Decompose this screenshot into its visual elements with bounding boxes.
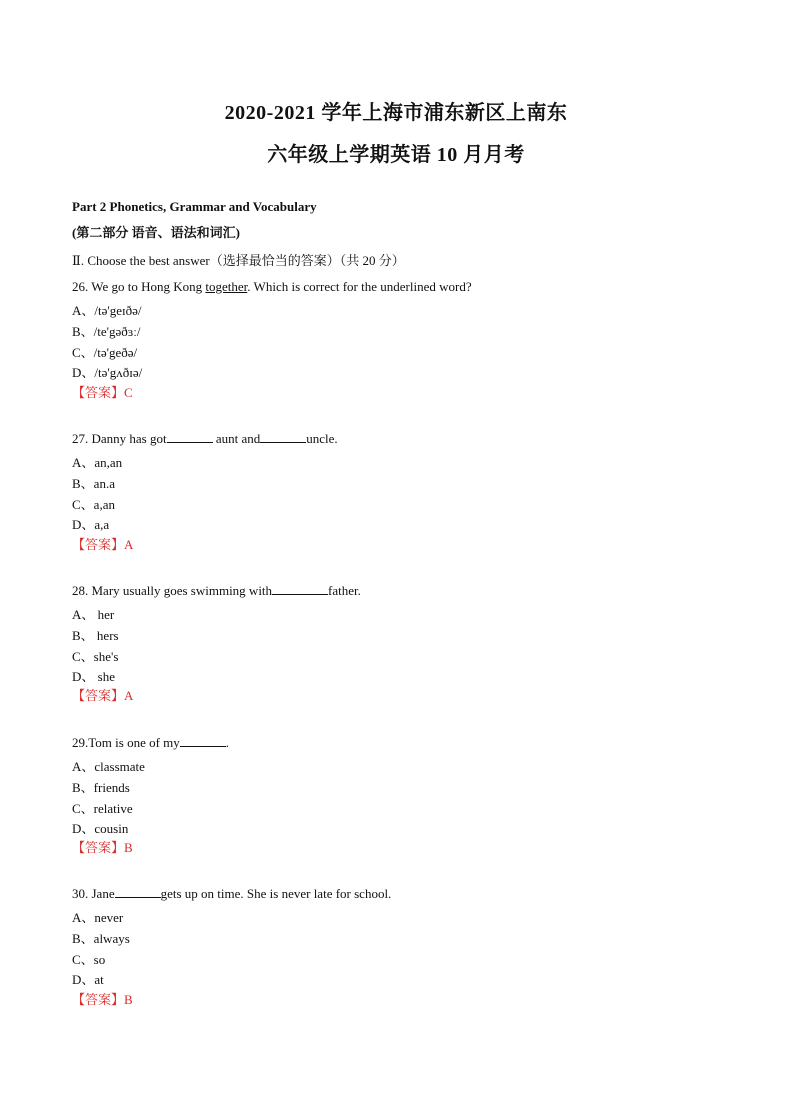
answer-26: 【答案】C — [72, 385, 133, 400]
question-stem-27 — [72, 431, 338, 447]
option-30-c: C、so — [72, 952, 106, 967]
option-28-a: A、 her — [72, 607, 115, 622]
part-heading-cn: (第二部分 语音、语法和词汇) — [72, 225, 240, 240]
question-stem-26 — [72, 279, 472, 295]
answer-blank — [115, 886, 161, 898]
answer-27: 【答案】A — [72, 537, 134, 552]
answer-blank — [180, 735, 226, 747]
stem-part: 27. Danny has got — [72, 431, 167, 446]
instruction-text: Ⅱ. Choose the best answer（选择最恰当的答案）（共 20 分） — [72, 253, 405, 268]
option-28-c: C、she's — [72, 649, 119, 664]
stem-part: 26. We go to Hong Kong — [72, 279, 206, 294]
stem-part: . — [225, 735, 230, 750]
option-30-d: D、at — [72, 972, 104, 987]
stem-part: . Which is correct for the underlined word? — [247, 279, 472, 294]
option-29-c: C、relative — [72, 801, 133, 816]
option-29-b: B、friends — [72, 780, 130, 795]
option-26-d: D、/tə'gʌðɪə/ — [72, 365, 143, 380]
underlined-word: together — [205, 279, 248, 294]
stem-part: 29.Tom is one of my — [72, 735, 180, 750]
answer-28: 【答案】A — [72, 688, 134, 703]
option-26-b: B、/te'gəðɜː/ — [72, 324, 141, 339]
stem-part: father. — [328, 583, 361, 598]
answer-blank — [272, 583, 328, 595]
option-29-d: D、cousin — [72, 821, 129, 836]
option-26-c: C、/tə'geðə/ — [72, 345, 138, 360]
option-27-b: B、an.a — [72, 476, 115, 491]
option-28-b: B、 hers — [72, 628, 119, 643]
answer-blank — [260, 431, 306, 443]
option-27-d: D、a,a — [72, 517, 110, 532]
option-30-b: B、always — [72, 931, 130, 946]
question-stem-30 — [72, 886, 391, 902]
stem-part: 28. Mary usually goes swimming with — [72, 583, 273, 598]
option-27-a: A、an,an — [72, 455, 123, 470]
answer-30: 【答案】B — [72, 992, 133, 1007]
stem-part: gets up on time. She is never late for school. — [160, 886, 392, 901]
stem-part: uncle. — [306, 431, 338, 446]
document-title-line-2: 六年级上学期英语 10 月月考 — [267, 144, 525, 166]
question-stem-29 — [72, 735, 229, 751]
document-title-line-1: 2020-2021 学年上海市浦东新区上南东 — [224, 102, 568, 124]
answer-blank — [167, 431, 213, 443]
option-30-a: A、never — [72, 910, 124, 925]
option-26-a: A、/tə'geɪðə/ — [72, 303, 142, 318]
stem-part: 30. Jane — [72, 886, 115, 901]
question-stem-28 — [72, 583, 361, 599]
option-27-c: C、a,an — [72, 497, 115, 512]
option-28-d: D、 she — [72, 669, 115, 684]
part-heading: Part 2 Phonetics, Grammar and Vocabulary — [72, 199, 317, 214]
option-29-a: A、classmate — [72, 759, 145, 774]
stem-part: aunt and — [212, 431, 261, 446]
answer-29: 【答案】B — [72, 840, 133, 855]
